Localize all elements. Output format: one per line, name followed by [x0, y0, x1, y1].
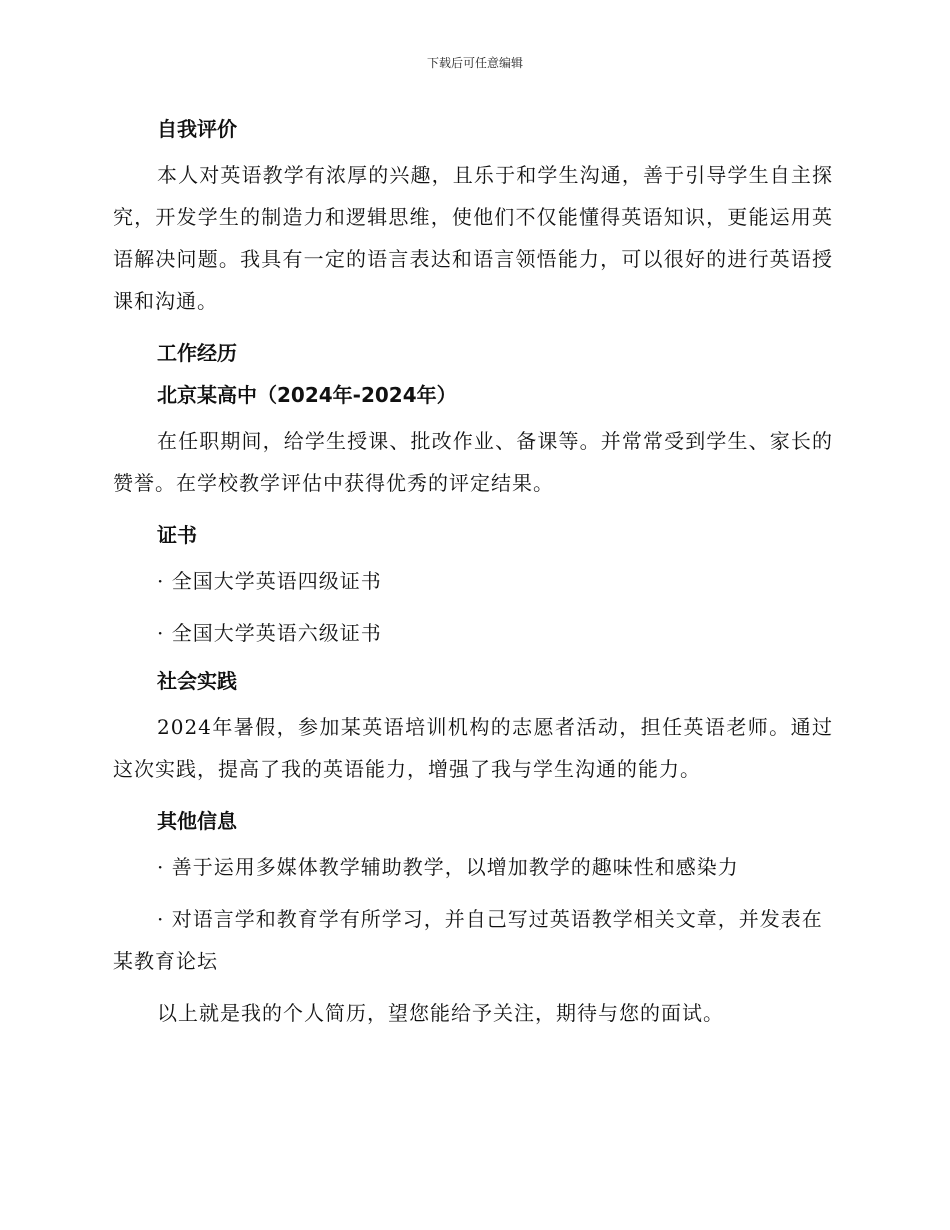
closing-text: 以上就是我的个人简历，望您能给予关注，期待与您的面试。: [157, 1001, 724, 1025]
section-title-certificates: 证书: [157, 523, 197, 547]
other-info-item: · 对语言学和教育学有所学习，并自己写过英语教学相关文章，并发表在某教育论坛: [113, 907, 823, 973]
header-note: 下载后可任意编辑: [426, 56, 523, 70]
section-title-social-practice: 社会实践: [157, 669, 237, 693]
other-info-item: · 善于运用多媒体教学辅助教学，以增加教学的趣味性和感染力: [157, 855, 739, 879]
section-title-other-info: 其他信息: [157, 809, 237, 833]
section-title-work-experience: 工作经历: [157, 341, 237, 365]
certificate-item: · 全国大学英语六级证书: [157, 621, 382, 645]
section-title-self-evaluation: 自我评价: [157, 117, 237, 141]
work-employer: 北京某高中（2024年-2024年）: [157, 383, 457, 407]
work-description: 在任职期间，给学生授课、批改作业、备课等。并常常受到学生、家长的赞誉。在学校教学评估中获得优秀的评定结果。: [113, 429, 833, 495]
resume-content: [113, 112, 833, 1034]
certificate-item: · 全国大学英语四级证书: [157, 569, 382, 593]
social-practice-text: 2024年暑假，参加某英语培训机构的志愿者活动，担任英语老师。通过这次实践，提高了我的英语能力，增强了我与学生沟通的能力。: [113, 715, 833, 781]
self-evaluation-text: 本人对英语教学有浓厚的兴趣，且乐于和学生沟通，善于引导学生自主探究，开发学生的制造力和逻辑思维，使他们不仅能懂得英语知识，更能运用英语解决问题。我具有一定的语言表达和语言领悟能力，可以很好的进行英语授课和沟通。: [113, 163, 833, 313]
